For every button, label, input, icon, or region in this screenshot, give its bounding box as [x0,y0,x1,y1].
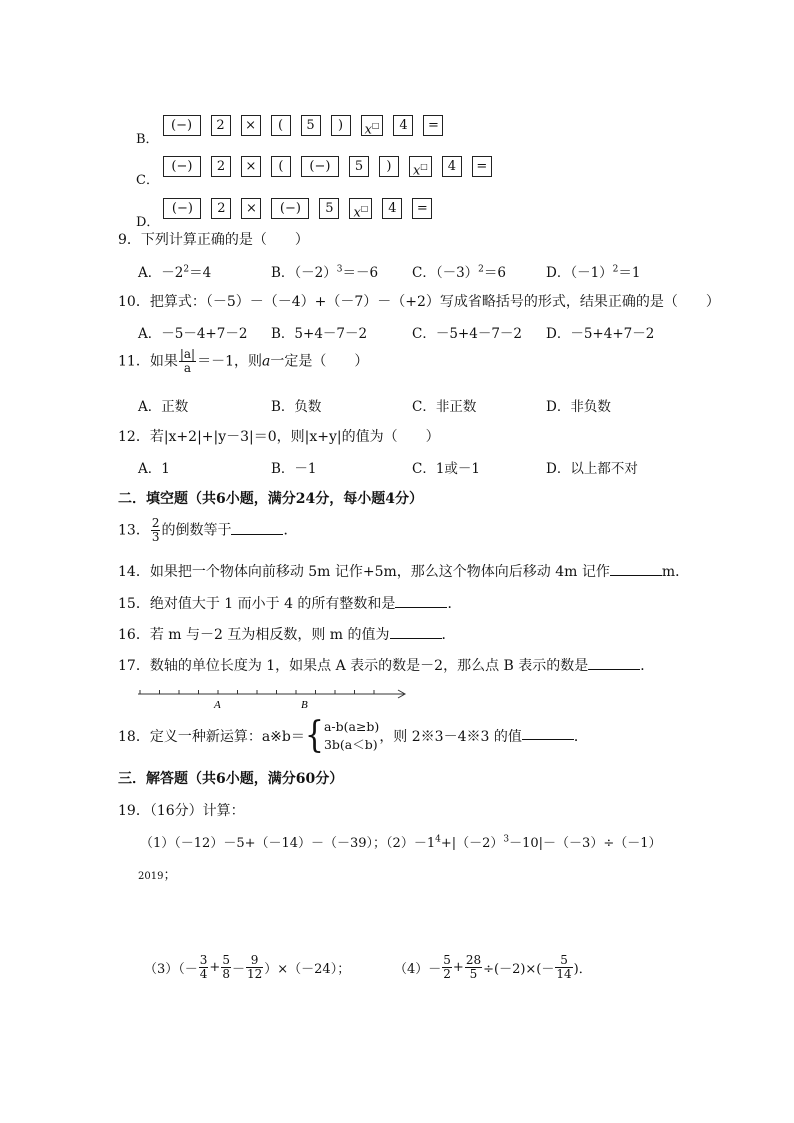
calculator-key: x□ [349,198,372,219]
calculator-key: = [412,198,432,219]
question-19-parts-1-2: （1）（－12）－5+（－14）－（－39）；$(2)-1^4+|(-2)^3-10|-(-3)\div(-1)$ [140,834,662,851]
answer-blank [231,522,283,535]
key-sequence [163,156,502,177]
section-3-heading: 三．解答题（共6小题，满分60分） [118,771,344,787]
answer-blank [390,626,442,639]
option-label: D． [136,215,160,230]
calculator-key: 4 [393,115,413,136]
question-18: 18．定义一种新运算：a※b＝{ a-b(a≥b) 3b(a＜b) ，则 2※3－4※3 的值 ． [118,714,588,757]
q11-option-a: A．正数 [138,399,189,415]
q10-option-d: D．－5+4+7－2 [546,326,655,342]
calculator-key: 2 [211,115,231,136]
answer-blank [522,727,574,740]
question-13: 13． $\frac{2}{3}$ 的倒数等于 ． [118,516,298,544]
q10-option-a: A．－5－4+7－2 [138,326,248,342]
question-12-stem: 12．若|x+2|+|y－3|＝0，则|x+y|的值为（ ） [118,429,440,445]
piecewise-definition: a-b(a≥b) 3b(a＜b) [323,719,380,752]
calculator-key: x□ [361,115,384,136]
q11-option-b: B．负数 [271,399,322,415]
calculator-key: = [472,156,492,177]
q9-option-c: C．$(-3)^2=6$ [412,264,506,281]
question-19-stem: 19．（16分）计算： [118,803,245,819]
q12-option-d: D．以上都不对 [546,461,638,477]
fraction: $\frac{|a|}{a}$ [179,347,196,375]
calculator-key: x□ [409,156,432,177]
answer-blank [395,595,447,608]
number-line [136,684,416,710]
q10-option-c: C．－5+4－7－2 [412,326,522,342]
calculator-key: ) [379,156,399,177]
calculator-key: (−) [163,156,201,177]
calculator-key: 5 [319,198,339,219]
question-14: 14．如果把一个物体向前移动 5m 记作+5m，那么这个物体向后移动 4m 记作 m． [118,564,690,580]
q9-option-b: B．$(-2)^3=-6$ [271,264,379,281]
calculator-key: 4 [382,198,402,219]
answer-blank [610,563,662,576]
q9-option-a: A．$-2^2=4$ [138,264,212,281]
calculator-key: (−) [271,198,309,219]
calculator-key: 5 [301,115,321,136]
question-10-stem: 10．把算式：（－5）－（－4）+（－7）－（+2）写成省略括号的形式，结果正确的是（ ） [118,294,720,310]
question-9-stem: 9．下列计算正确的是（ ） [118,232,309,248]
calculator-key: ( [271,156,291,177]
q11-option-d: D．非负数 [546,399,611,415]
question-11-stem: 11．如果 $\frac{|a|}{a}$ ＝－1，则a一定是（ ） [118,347,369,375]
calculator-key: × [241,115,261,136]
calculator-key: (−) [163,198,201,219]
key-sequence [163,198,442,219]
calculator-key: (−) [301,156,339,177]
answer-blank [588,657,640,670]
question-16: 16．若 m 与－2 互为相反数，则 m 的值为 ． [118,627,456,643]
q12-option-c: C．1或－1 [412,461,481,477]
question-19-exponent: 2019； [138,868,177,883]
question-19-part-3: （3）（－ $\frac{3}{4}$ + $\frac{5}{8}$ － $\frac{9}{12}$ ）×（－24）； [144,953,351,981]
calculator-key: = [423,115,443,136]
option-label: C． [136,173,159,188]
question-15: 15．绝对值大于 1 而小于 4 的所有整数和是 ． [118,596,462,612]
option-b-keys [136,104,453,147]
calculator-key: × [241,156,261,177]
section-2-heading: 二．填空题（共6小题，满分24分，每小题4分） [118,491,423,507]
key-sequence [163,115,454,136]
option-label: B． [136,132,159,147]
fraction: $\frac{2}{3}$ [151,516,160,544]
q10-option-b: B．5+4－7－2 [271,326,368,342]
q12-option-b: B．－1 [271,461,317,477]
q11-option-c: C．非正数 [412,399,477,415]
q9-option-d: D．$(-1)^2=1$ [546,264,641,281]
calculator-key: 5 [349,156,369,177]
point-a-label: A [214,699,221,710]
calculator-key: × [241,198,261,219]
calculator-key: 2 [211,156,231,177]
calculator-key: 4 [442,156,462,177]
calculator-key: 2 [211,198,231,219]
calculator-key: ) [331,115,351,136]
option-c-keys [136,145,502,188]
q12-option-a: A．1 [138,461,170,477]
question-17: 17．数轴的单位长度为 1，如果点 A 表示的数是－2，那么点 B 表示的数是 ． [118,658,655,674]
point-b-label: B [301,699,308,710]
calculator-key: (−) [163,115,201,136]
calculator-key: ( [271,115,291,136]
question-19-part-4: （4）－ $\frac{5}{2}$ + $\frac{28}{5}$ ÷(－2)×(－ $\frac{5}{14}$ )． [394,953,592,981]
option-d-keys [136,187,442,230]
brace-icon: { [304,714,324,757]
